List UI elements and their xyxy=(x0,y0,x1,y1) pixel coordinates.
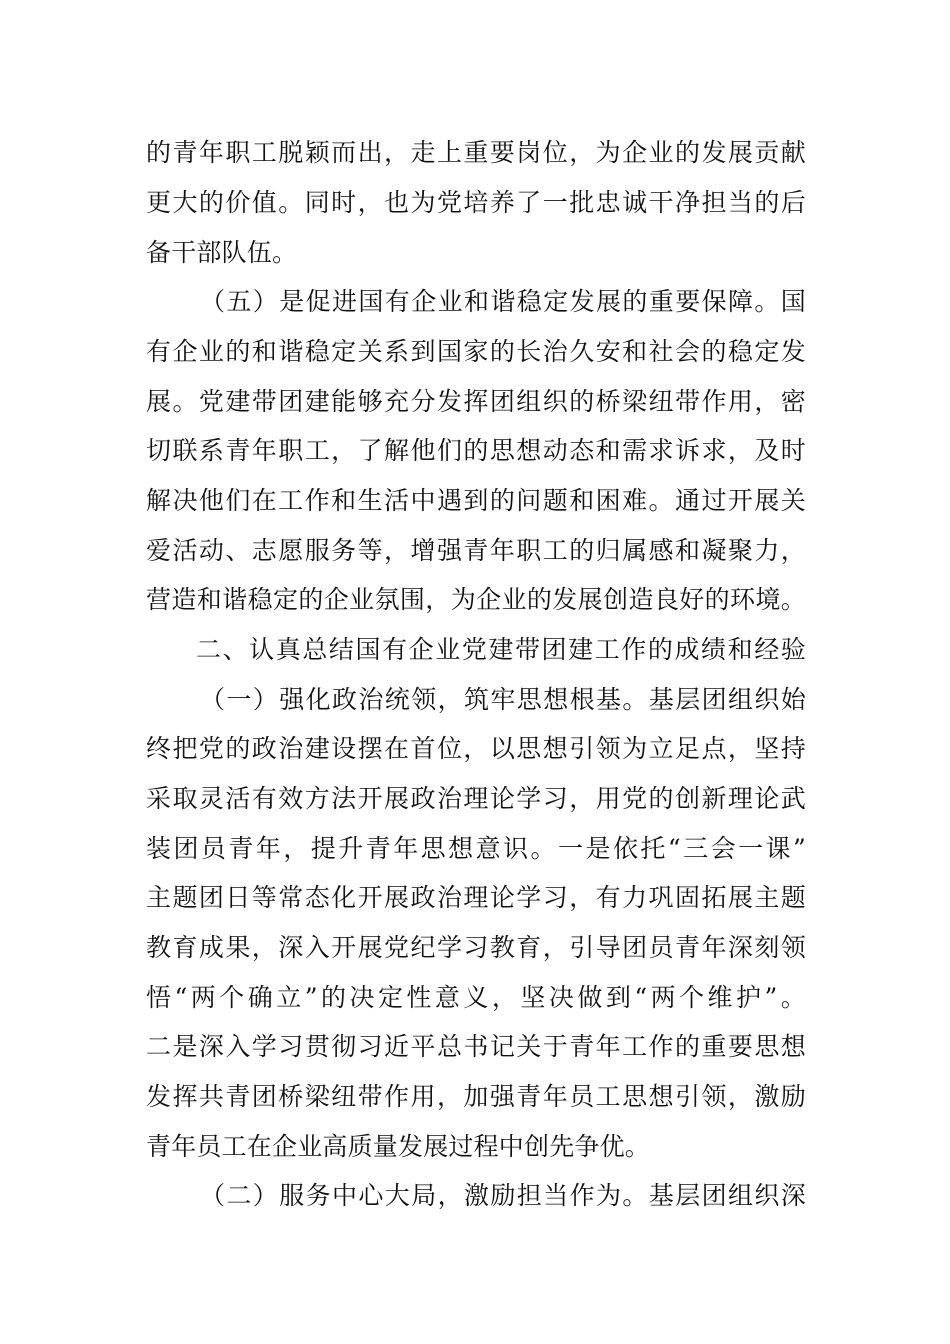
paragraph-start-line: （一）强化政治统领，筑牢思想根基。基层团组织始 xyxy=(200,685,806,714)
body-text-line: 展。党建带团建能够充分发挥团组织的桥梁纽带作用，密 xyxy=(146,387,806,416)
body-text-line: 悟“两个确立”的决定性意义，坚决做到“两个维护”。 xyxy=(146,983,806,1012)
body-text-line: 装团员青年，提升青年思想意识。一是依托“三会一课” xyxy=(146,834,806,863)
section-heading: 二、认真总结国有企业党建带团建工作的成绩和经验 xyxy=(196,635,806,664)
body-text-line: 有企业的和谐稳定关系到国家的长治久安和社会的稳定发 xyxy=(146,337,806,366)
body-text-line: 解决他们在工作和生活中遇到的问题和困难。通过开展关 xyxy=(146,486,806,515)
body-text-line: 营造和谐稳定的企业氛围，为企业的发展创造良好的环境。 xyxy=(146,585,806,614)
body-text-line: 更大的价值。同时，也为党培养了一批忠诚干净担当的后 xyxy=(146,188,806,217)
body-text-line: 发挥共青团桥梁纽带作用，加强青年员工思想引领，激励 xyxy=(146,1082,806,1111)
body-text-line: 教育成果，深入开展党纪学习教育，引导团员青年深刻领 xyxy=(146,933,806,962)
body-text-line: 青年员工在企业高质量发展过程中创先争优。 xyxy=(146,1132,651,1161)
body-text-line: 切联系青年职工，了解他们的思想动态和需求诉求，及时 xyxy=(146,436,806,465)
paragraph-start-line: （五）是促进国有企业和谐稳定发展的重要保障。国 xyxy=(200,287,806,316)
paragraph-start-line: （二）服务中心大局，激励担当作为。基层团组织深 xyxy=(200,1181,806,1210)
body-text-line: 采取灵活有效方法开展政治理论学习，用党的创新理论武 xyxy=(146,784,806,813)
body-text-line: 二是深入学习贯彻习近平总书记关于青年工作的重要思想 xyxy=(146,1032,806,1061)
body-text-line: 主题团日等常态化开展政治理论学习，有力巩固拓展主题 xyxy=(146,883,806,912)
body-text-line: 爱活动、志愿服务等，增强青年职工的归属感和凝聚力， xyxy=(146,536,806,565)
body-text-line: 备干部队伍。 xyxy=(146,238,298,267)
body-text-line: 终把党的政治建设摆在首位，以思想引领为立足点，坚持 xyxy=(146,734,806,763)
body-text-line: 的青年职工脱颖而出，走上重要岗位，为企业的发展贡献 xyxy=(146,138,806,167)
